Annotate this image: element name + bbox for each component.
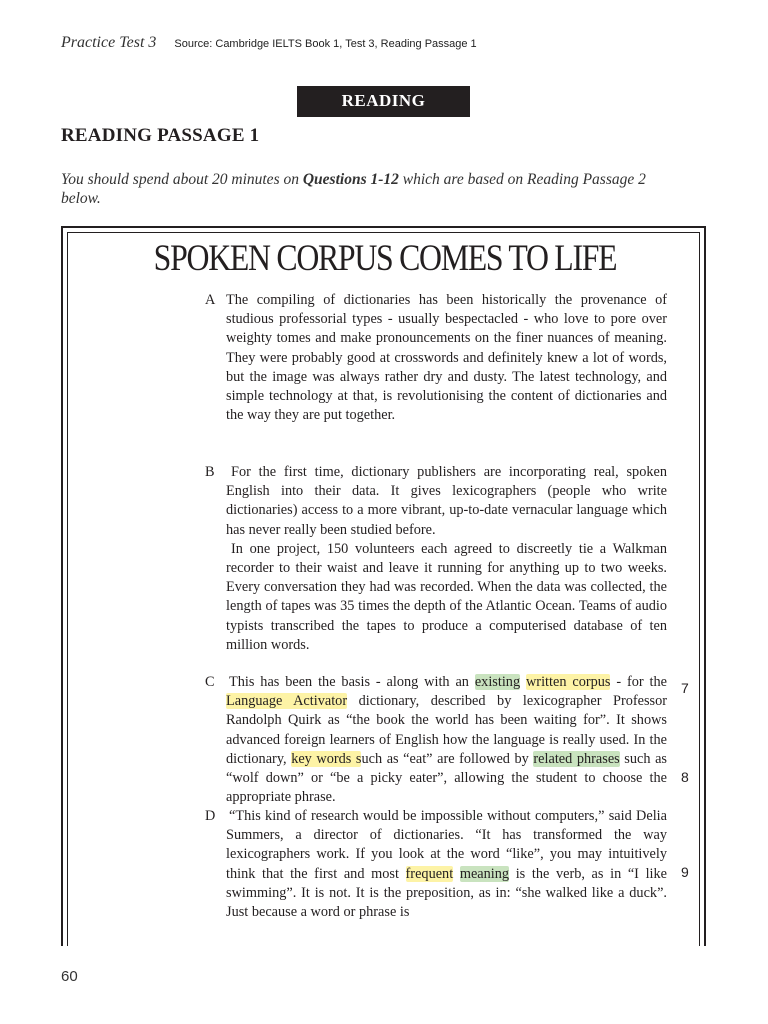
question-number: 7 bbox=[681, 680, 689, 696]
paragraph-a-text: The compiling of dictionaries has been historically the provenance of studious professorial types - usually bespectacled - who love to pore over weighty tomes and make pronouncements on the finer nuances of meaning. They were probably good at crosswords and definitely knew a lot of words, but the image was always rather dry and dusty. The latest technology, and simple technology at that, is revolutionising the content of dictionaries and the way they are put together. bbox=[226, 292, 667, 424]
highlight-meaning: meaning bbox=[459, 865, 510, 882]
paragraph-c-part-2: - for the bbox=[610, 674, 668, 690]
paragraph-c-part-3: dictionary, described by lexicographer Professor Randolph Quirk as “the book the world has been waiting for”. It shows advanced foreign learners of English how the language is really used. In the dictionary, bbox=[226, 693, 667, 767]
highlight-language-activator: Language Activator bbox=[226, 693, 348, 710]
paragraph-d-part-1: “This kind of research would be impossible without computers,” said Delia Summers, a director of dictionaries. “It has transformed the way lexicographers work. If you look at the word “like”, you may intuitively think that the first and most bbox=[226, 808, 667, 882]
paragraph-c-part-5: such as “wolf down” or “be a picky eater”, allowing the student to choose the appropriate phrase. bbox=[226, 750, 667, 806]
instructions-after: which are based on Reading Passage 2 below. bbox=[61, 171, 646, 207]
paragraph-letter-d: D bbox=[205, 808, 216, 824]
highlight-existing: existing bbox=[474, 674, 521, 690]
paragraph-c-part-1: This has been the basis - along with an bbox=[229, 674, 475, 690]
question-number: 8 bbox=[681, 769, 689, 785]
paragraph-c bbox=[205, 673, 667, 807]
highlight-key-words: key words s bbox=[291, 750, 362, 767]
paragraph-b-text-1: For the first time, dictionary publishers are incorporating real, spoken English into their data. It gives lexicographers (people who write dictionaries) access to a more vibrant, up-to-date vernacular language which has never really been studied before. bbox=[226, 464, 667, 538]
paragraph-b bbox=[205, 463, 667, 655]
instructions bbox=[61, 170, 661, 208]
paragraph-letter-a: A bbox=[205, 292, 216, 308]
instructions-questions: Questions 1-12 bbox=[302, 171, 399, 188]
highlight-frequent: frequent bbox=[405, 865, 454, 882]
paragraph-d bbox=[205, 807, 667, 922]
practice-test-label: Practice Test 3 bbox=[61, 34, 157, 51]
highlight-related-phrases: related phrases bbox=[533, 750, 620, 767]
passage-title: READING PASSAGE 1 bbox=[61, 125, 260, 146]
page-header bbox=[61, 34, 477, 52]
instructions-before: You should spend about 20 minutes on bbox=[61, 171, 303, 188]
paragraph-d-text bbox=[226, 807, 667, 922]
paragraph-d-part-2: is the verb, as in “I like swimming”. It is not. It is the preposition, as in: “she walked like a duck”. Just because a word or phrase is bbox=[226, 865, 668, 921]
paragraph-b-text bbox=[226, 463, 667, 655]
question-number: 9 bbox=[681, 864, 689, 880]
paragraph-b-text-2: In one project, 150 volunteers each agreed to discreetly tie a Walkman recorder to their waist and leave it running for anything up to two weeks. Every conversation they had was recorded. When the data was collected, the length of tapes was 35 times the depth of the Atlantic Ocean. Teams of audio typists transcribed the tapes to produce a computerised database of ten million words. bbox=[226, 540, 667, 653]
section-banner: READING bbox=[297, 86, 470, 117]
paragraph-c-part-4: uch as “eat” are followed by bbox=[361, 750, 534, 767]
highlight-written-corpus: written corpus bbox=[525, 674, 611, 690]
paragraph-a bbox=[205, 291, 667, 425]
paragraph-c-text bbox=[226, 673, 667, 807]
paragraph-letter-c: C bbox=[205, 674, 215, 690]
article-title: SPOKEN CORPUS COMES TO LIFE bbox=[153, 238, 617, 279]
page-number: 60 bbox=[61, 968, 78, 985]
paragraph-letter-b: B bbox=[205, 464, 215, 480]
source-label: Source: Cambridge IELTS Book 1, Test 3, Reading Passage 1 bbox=[174, 38, 477, 50]
